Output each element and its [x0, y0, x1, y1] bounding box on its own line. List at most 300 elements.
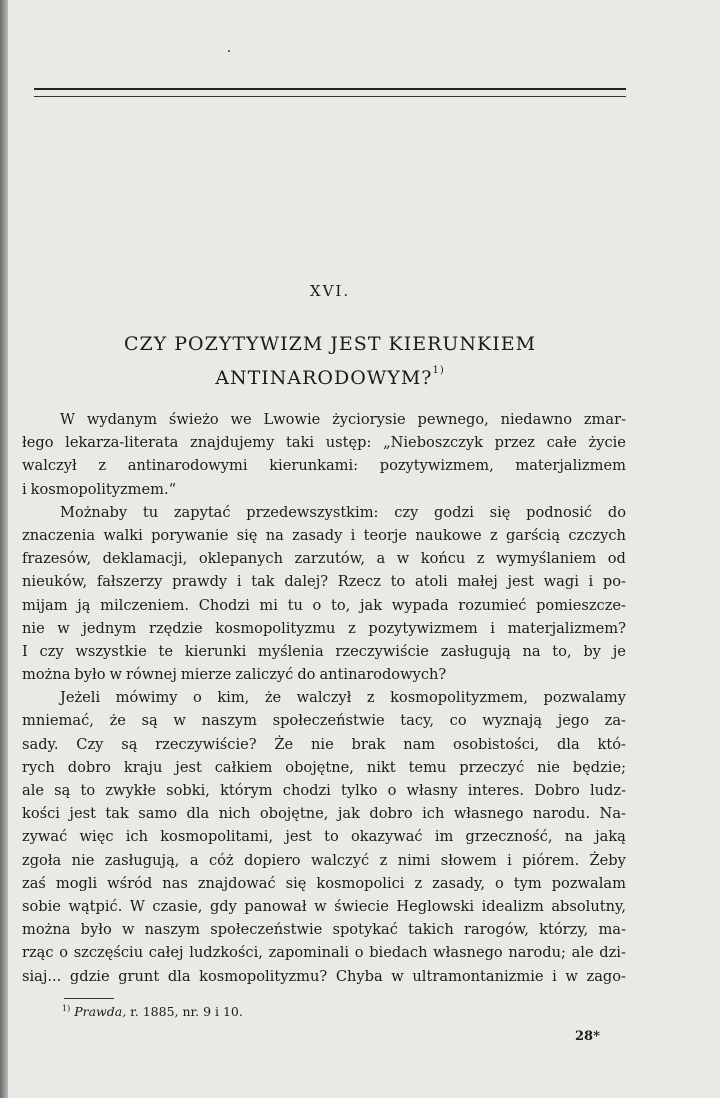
word: gdy — [209, 897, 237, 915]
word: któ- — [597, 735, 626, 753]
word: nikt — [366, 758, 396, 776]
word: dla — [556, 735, 580, 753]
word: walczył — [296, 689, 352, 707]
footnote-rule — [64, 998, 114, 999]
word: małej — [457, 573, 498, 591]
word: można — [22, 921, 71, 939]
word: deklamacji, — [102, 550, 188, 568]
text-line — [22, 617, 626, 640]
word: tu — [142, 503, 159, 521]
word: brak — [351, 735, 386, 753]
word: w — [57, 619, 70, 637]
text-line — [22, 802, 626, 825]
word: na — [564, 828, 583, 846]
word: o — [354, 944, 364, 962]
word: zago- — [586, 967, 626, 985]
word: fałszerzy — [96, 573, 163, 591]
word: kosmopolitami, — [160, 828, 274, 846]
word: Rzecz — [337, 573, 381, 591]
word: to — [80, 782, 96, 799]
word: kierunki — [184, 642, 247, 660]
word: mniemać, — [22, 712, 94, 730]
word: własny — [406, 782, 458, 799]
word: podnosić — [526, 503, 593, 521]
word: tym — [513, 874, 542, 892]
word: ją — [77, 596, 91, 614]
word: o — [387, 782, 397, 799]
text-line — [22, 408, 626, 431]
text-line — [22, 686, 626, 709]
word: łego — [22, 434, 54, 452]
word: zwykłe — [105, 782, 156, 799]
word: dzi- — [599, 944, 626, 962]
word: czy — [394, 503, 419, 521]
word: I — [22, 642, 28, 660]
word: samo — [138, 805, 178, 823]
word: to, — [552, 642, 572, 660]
word: garścią — [505, 526, 561, 544]
word: się — [236, 526, 258, 544]
word: teorje — [363, 526, 408, 544]
word: ustęp: — [325, 434, 372, 452]
word: mierze — [180, 666, 232, 684]
word: rzędzie — [148, 619, 203, 637]
title-footnote-mark: 1) — [432, 365, 445, 376]
word: kosmopolici — [316, 874, 405, 892]
word: naszym — [144, 921, 201, 939]
word: zapytać — [173, 503, 231, 521]
header-rule-thick — [34, 88, 626, 90]
word: narodu; — [508, 944, 566, 962]
word: mijam — [22, 596, 68, 614]
word: kierunkami: — [269, 457, 359, 475]
word: i — [507, 851, 512, 869]
word: jego — [557, 712, 589, 730]
word: przez — [494, 434, 535, 452]
word: gdzie — [69, 967, 110, 985]
word: jak — [337, 805, 360, 823]
word: Lwowie — [263, 411, 321, 428]
text-line — [22, 570, 626, 593]
word: cóż — [208, 851, 234, 869]
word: chodzi — [282, 782, 331, 799]
word: nam — [403, 735, 436, 753]
word: całej — [148, 944, 184, 962]
word: tylko — [341, 782, 378, 799]
word: pozytywizmem, — [379, 457, 494, 475]
word: o — [312, 596, 322, 614]
word: znajdujemy — [190, 434, 275, 452]
word: zmar- — [583, 411, 626, 428]
word: pozwalamy — [543, 689, 626, 707]
word: a — [189, 851, 199, 869]
word: ma- — [598, 921, 626, 939]
word: jest — [175, 758, 202, 776]
word: tak — [251, 573, 275, 591]
word: W — [129, 897, 145, 915]
word: kosmopolityzmu — [215, 619, 336, 637]
word: by — [583, 642, 601, 660]
word: ale — [571, 944, 594, 962]
text-line — [22, 918, 626, 941]
text-line — [22, 524, 626, 547]
word: społeczeństwie — [272, 712, 385, 730]
text-line — [22, 709, 626, 732]
word: rozumieć — [458, 596, 527, 614]
word: nas — [162, 874, 188, 892]
word: całe — [546, 434, 577, 452]
word: mówimy — [115, 689, 178, 707]
word: rzeczywiście — [335, 642, 429, 660]
word: Chodzi — [198, 596, 250, 614]
word: piórem. — [522, 851, 580, 869]
word: wśród — [107, 874, 153, 892]
word: wagi — [543, 573, 579, 591]
word: a — [376, 550, 386, 568]
word: zaś — [22, 874, 46, 892]
word: to, — [331, 596, 351, 614]
word: zarzutów, — [294, 550, 366, 568]
word: na — [522, 642, 541, 660]
word: Chyba — [335, 967, 383, 985]
word: dobro — [67, 758, 111, 776]
word: Dobro — [534, 782, 580, 799]
word: jak — [359, 596, 383, 614]
word: dla — [186, 805, 210, 823]
word: kosmopolityzmem.“ — [30, 480, 177, 498]
word: idealizm — [481, 897, 544, 915]
word: przeczyć — [459, 758, 525, 776]
chapter-title-line2 — [0, 367, 660, 389]
word: wypada — [391, 596, 449, 614]
word: tu — [287, 596, 303, 614]
word: będzie; — [572, 758, 626, 776]
word: są — [121, 735, 138, 753]
word: „Nieboszczyk — [383, 434, 483, 452]
chapter-number: XVI. — [309, 282, 351, 300]
word: sady. — [22, 735, 59, 753]
footnote-rest: r. 1885, nr. 9 i 10. — [130, 1004, 243, 1020]
word: frazesów, — [22, 550, 92, 568]
word: sobki, — [166, 782, 210, 799]
text-line — [22, 756, 626, 779]
word: zasługują — [440, 642, 511, 660]
word: biedach — [369, 944, 428, 962]
word: wszystkie — [75, 642, 147, 660]
word: interes. — [467, 782, 525, 799]
word: im — [434, 828, 454, 846]
word: zasady — [292, 526, 343, 544]
word: życiorysie — [332, 411, 406, 428]
word: czczych — [568, 526, 626, 544]
word: kim, — [217, 689, 250, 707]
word: końcu — [420, 550, 466, 568]
footnote-source: Prawda, — [74, 1004, 127, 1020]
word: Na- — [599, 805, 626, 823]
footnote-mark: 1) — [62, 1004, 71, 1013]
word: pewnego, — [417, 411, 489, 428]
text-line — [22, 431, 626, 454]
word: antinarodowymi — [127, 457, 248, 475]
word: naukowe — [415, 526, 482, 544]
word: życie — [588, 434, 626, 452]
word: Czy — [76, 735, 104, 753]
word: całkiem — [214, 758, 273, 776]
word: z — [98, 457, 107, 475]
text-line — [22, 501, 626, 524]
word: prawdy — [172, 573, 228, 591]
word: niedawno — [500, 411, 573, 428]
word: milczeniem. — [100, 596, 190, 614]
word: było — [74, 666, 106, 684]
word: grzeczność, — [465, 828, 553, 846]
word: grunt — [118, 967, 160, 985]
word: rząc — [22, 944, 54, 962]
word: nieuków, — [22, 573, 88, 591]
word: W — [60, 411, 75, 428]
word: wyznają — [482, 712, 543, 730]
word: kości — [22, 805, 60, 823]
word: do — [297, 666, 316, 684]
word: i — [490, 619, 495, 637]
word: antinarodowych? — [319, 666, 447, 684]
word: nie — [71, 851, 95, 869]
word: kosmopolityzmem, — [390, 689, 529, 707]
word: narodu. — [532, 805, 591, 823]
word: znaczenia — [22, 526, 96, 544]
page-number: 28* — [575, 1029, 600, 1044]
word: za- — [604, 712, 626, 730]
word: absolutny, — [551, 897, 626, 915]
text-line — [22, 640, 626, 663]
word: mogli — [55, 874, 98, 892]
word: własnego — [453, 805, 524, 823]
word: nie — [537, 758, 560, 776]
word: lekarza-literata — [65, 434, 179, 452]
word: to — [390, 573, 406, 591]
text-line — [22, 478, 626, 501]
word: te — [158, 642, 174, 660]
word: naszym — [201, 712, 257, 730]
word: z — [489, 526, 498, 544]
word: w — [391, 967, 404, 985]
word: w — [565, 967, 578, 985]
text-line — [22, 895, 626, 918]
word: zasady, — [432, 874, 486, 892]
word: ale — [22, 782, 45, 799]
word: taki — [286, 434, 315, 452]
word: świeżo — [168, 411, 219, 428]
word: dla — [167, 967, 191, 985]
word: spotykać — [332, 921, 398, 939]
word: zaliczyć — [235, 666, 294, 684]
word: świecie — [334, 897, 389, 915]
word: o — [495, 874, 504, 892]
word: o — [193, 689, 202, 707]
word: i — [236, 573, 242, 591]
word: zywać — [22, 828, 68, 846]
word: są — [54, 782, 71, 799]
word: siaj... — [22, 967, 62, 985]
word: równej — [126, 666, 177, 684]
word: jest — [507, 573, 534, 591]
word: w — [396, 550, 410, 568]
word: więc — [79, 828, 114, 846]
word: pozwalam — [551, 874, 626, 892]
word: w — [121, 921, 135, 939]
word: to — [324, 828, 339, 846]
word: walczył — [22, 457, 77, 475]
text-line — [22, 825, 626, 848]
word: godzi — [434, 503, 474, 521]
word: takich — [408, 921, 454, 939]
chapter-title-line1: CZY POZYTYWIZM JEST KIERUNKIEM — [123, 333, 537, 355]
word: materjalizmem — [515, 457, 626, 475]
word: w — [173, 712, 186, 730]
word: tak — [105, 805, 129, 823]
word: porywanie — [151, 526, 229, 544]
word: panował — [244, 897, 307, 915]
word: można — [22, 666, 71, 684]
word: temu — [408, 758, 447, 776]
word: oklepanych — [198, 550, 284, 568]
word: przedewszystkim: — [246, 503, 379, 521]
word: ludzkości, — [189, 944, 263, 962]
word: że — [264, 689, 282, 707]
word: czy — [39, 642, 64, 660]
word: wydanym — [86, 411, 158, 428]
word: ich — [422, 805, 445, 823]
scan-speck — [228, 50, 230, 52]
word: Żeby — [589, 851, 626, 869]
word: nie — [22, 619, 45, 637]
word: materjalizmem? — [507, 619, 626, 637]
word: słowem — [440, 851, 497, 869]
word: rarogów, — [463, 921, 529, 939]
text-line — [22, 733, 626, 756]
word: w — [109, 666, 123, 684]
word: osobistości, — [452, 735, 540, 753]
word: na — [265, 526, 284, 544]
word: myślenia — [258, 642, 324, 660]
word: kosmopolityzmu? — [199, 967, 328, 985]
word: Możnaby — [60, 503, 128, 521]
word: sobie — [22, 897, 61, 915]
word: i — [552, 967, 557, 985]
word: którzy, — [539, 921, 589, 939]
word: zasługują, — [104, 851, 180, 869]
word: co — [449, 712, 467, 730]
word: rzeczywiście? — [155, 735, 257, 753]
word: zgoła — [22, 851, 62, 869]
word: we — [230, 411, 252, 428]
chapter-title-line2-text: ANTINARODOWYM? — [215, 367, 433, 389]
word: jest — [69, 805, 96, 823]
word: jaką — [595, 828, 626, 846]
text-line — [22, 941, 626, 964]
body-text — [22, 408, 626, 988]
word: zapominali — [268, 944, 350, 962]
word: atoli — [414, 573, 448, 591]
header-rule-thin — [34, 96, 626, 97]
word: nich — [218, 805, 251, 823]
word: i — [350, 526, 356, 544]
word: i — [588, 573, 594, 591]
text-line — [22, 965, 626, 988]
word: je — [612, 642, 626, 660]
word: nimi — [397, 851, 431, 869]
word: Że — [274, 735, 294, 753]
word: ich — [125, 828, 148, 846]
word: nie — [311, 735, 334, 753]
word: jest — [285, 828, 312, 846]
word: i — [22, 480, 27, 498]
word: pozytywizmem — [368, 619, 478, 637]
word: po- — [602, 573, 626, 591]
word: dalej? — [284, 573, 329, 591]
word: społeczeństwie — [210, 921, 323, 939]
text-line — [22, 547, 626, 570]
text-line — [22, 594, 626, 617]
text-line — [22, 454, 626, 477]
word: dopiero — [244, 851, 301, 869]
word: okazywać — [350, 828, 423, 846]
word: Jeżeli — [60, 689, 101, 707]
word: znajdować — [197, 874, 276, 892]
word: w — [314, 897, 327, 915]
word: o — [59, 944, 69, 962]
word: z — [366, 689, 375, 707]
word: obojętne, — [285, 758, 354, 776]
word: ludz- — [589, 782, 626, 799]
word: ultramontanizmie — [412, 967, 544, 985]
footnote — [62, 1004, 243, 1019]
text-line — [22, 779, 626, 802]
word: z — [476, 550, 485, 568]
word: którym — [220, 782, 273, 799]
word: że — [109, 712, 126, 730]
word: są — [141, 712, 158, 730]
word: walczyć — [311, 851, 370, 869]
word: czasie, — [152, 897, 203, 915]
word: Heglowski — [396, 897, 475, 915]
text-line — [22, 663, 626, 686]
word: wymyślaniem — [496, 550, 597, 568]
word: z — [379, 851, 388, 869]
word: wątpić. — [68, 897, 123, 915]
text-line — [22, 849, 626, 872]
word: obojętne, — [259, 805, 329, 823]
word: było — [80, 921, 112, 939]
word: mi — [259, 596, 278, 614]
word: pomieszcze- — [536, 596, 626, 614]
word: z — [414, 874, 423, 892]
word: się — [489, 503, 511, 521]
word: rych — [22, 758, 55, 776]
word: jednym — [82, 619, 137, 637]
word: walki — [103, 526, 143, 544]
word: do — [607, 503, 626, 521]
word: od — [607, 550, 626, 568]
word: się — [285, 874, 307, 892]
word: własnego — [433, 944, 503, 962]
word: dobro — [369, 805, 413, 823]
word: kraju — [123, 758, 163, 776]
page-binding-edge — [0, 0, 8, 1098]
word: tacy, — [400, 712, 434, 730]
word: z — [348, 619, 356, 637]
word: szczęściu — [73, 944, 144, 962]
